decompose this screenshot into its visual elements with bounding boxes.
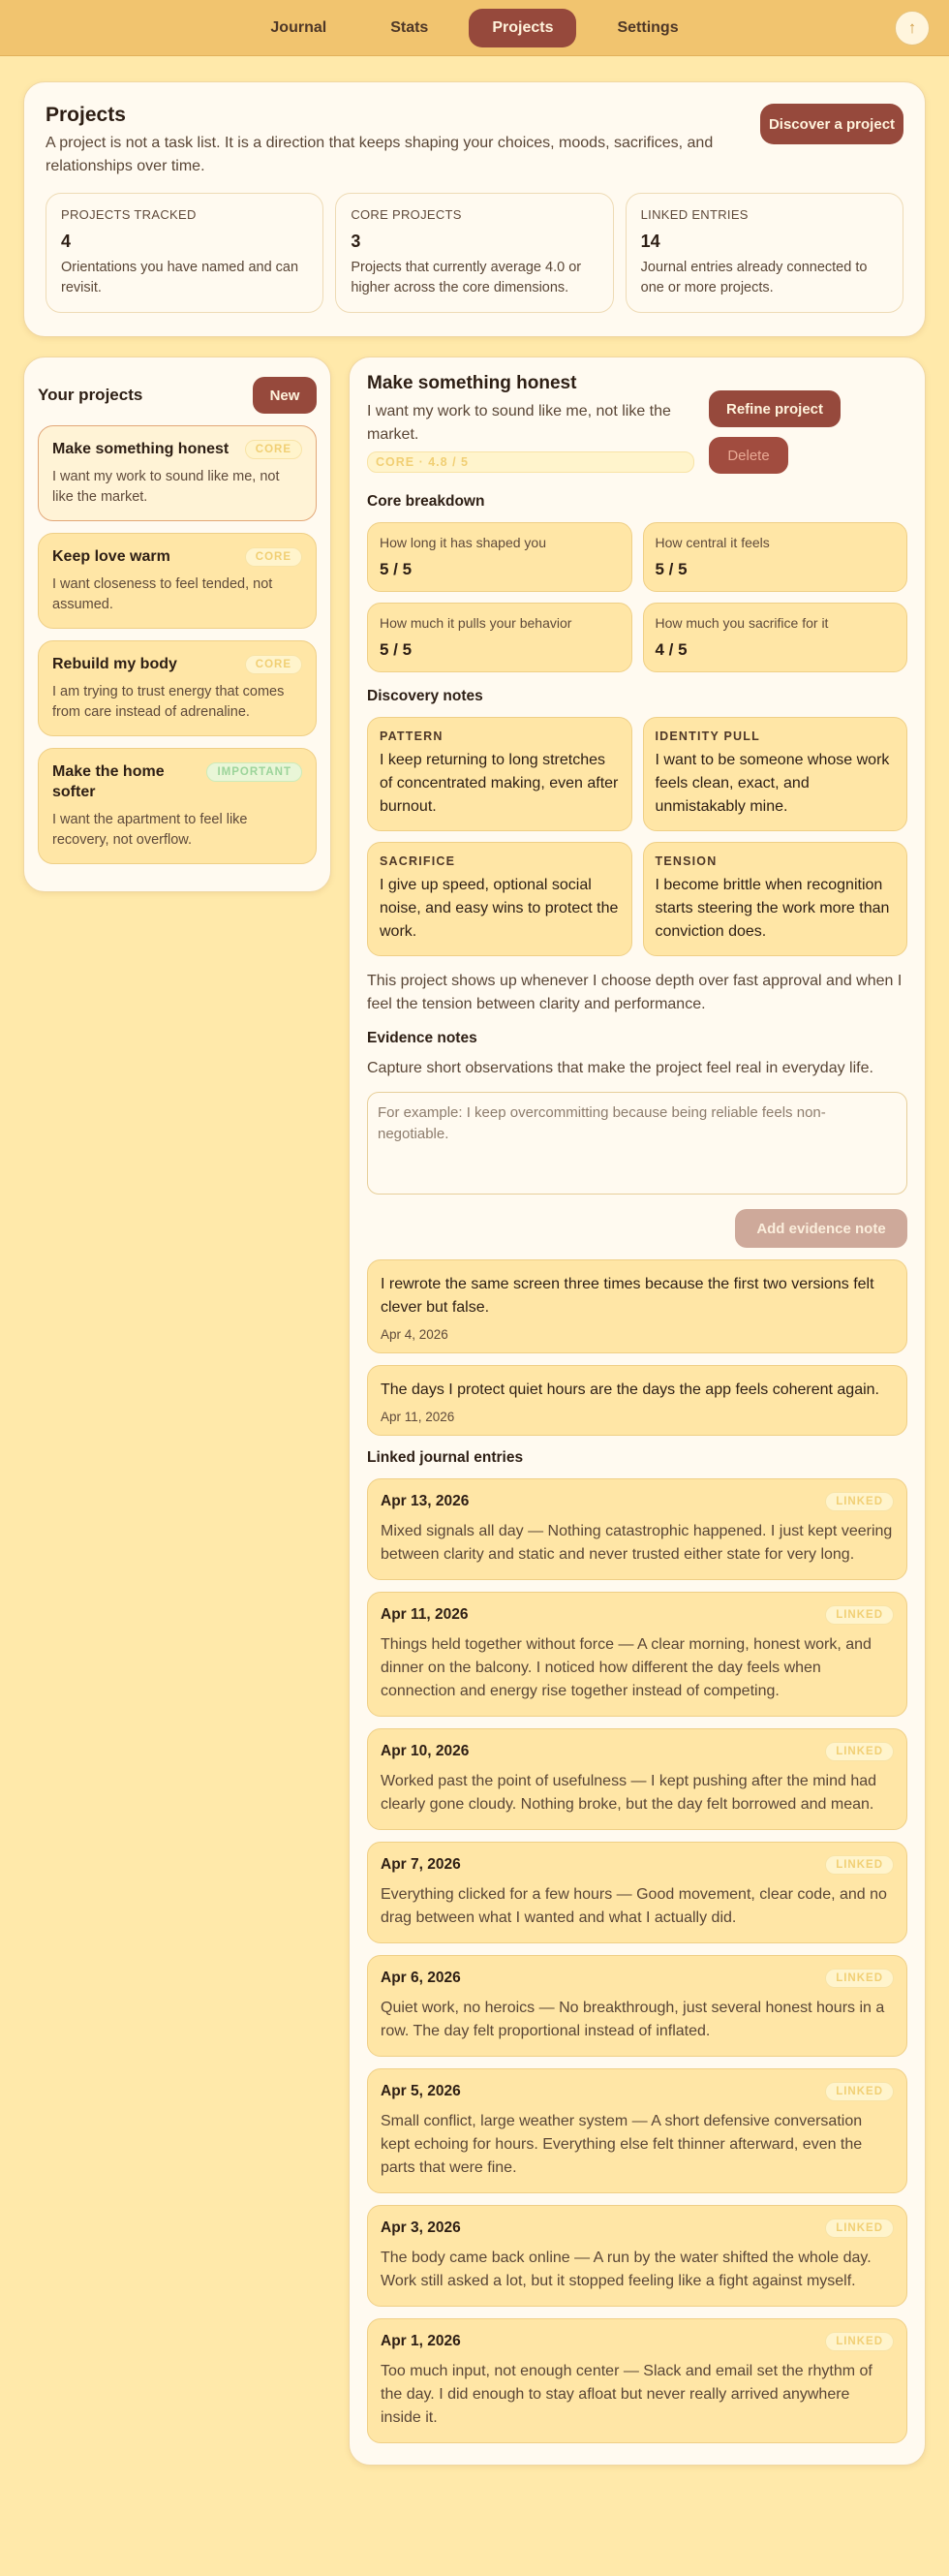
stat-label: CORE PROJECTS — [351, 207, 462, 222]
evidence-notes-title: Evidence notes — [367, 1030, 477, 1046]
entry-date: Apr 3, 2026 — [381, 2219, 461, 2236]
stat-value: 4 — [61, 232, 72, 251]
entry-text: Too much input, not enough center — Slack and email set the rhythm of the day. I did enough to stay afloat but never really arrived anywhere inside it. — [381, 2363, 872, 2426]
entry-text: Quiet work, no heroics — No breakthrough, just several honest hours in a row. The day felt proportional instead of inflated. — [381, 2000, 885, 2039]
core-breakdown-title: Core breakdown — [367, 493, 485, 510]
stat-value: 14 — [640, 232, 660, 251]
stat-projects-tracked — [46, 193, 323, 313]
breakdown-value: 5 / 5 — [380, 640, 413, 659]
discover-project-button[interactable]: Discover a project — [760, 104, 903, 144]
nav-projects[interactable]: Projects — [469, 9, 576, 47]
project-tag: CORE — [245, 440, 302, 459]
entry-text: Everything clicked for a few hours — Good movement, clear code, and no drag between what I wanted and what I actually did. — [381, 1886, 887, 1926]
core-score-badge: CORE · 4.8 / 5 — [367, 451, 694, 473]
project-item-rebuild-my-body[interactable] — [38, 640, 317, 736]
project-description: I am trying to trust energy that comes from care instead of adrenaline. — [52, 684, 285, 720]
delete-project-button[interactable]: Delete — [709, 437, 788, 474]
entry-date: Apr 5, 2026 — [381, 2083, 461, 2099]
linked-entry[interactable] — [367, 1728, 907, 1830]
project-item-make-something-honest[interactable] — [38, 425, 317, 521]
discovery-note — [643, 842, 908, 956]
refine-project-button[interactable]: Refine project — [709, 390, 841, 427]
sidebar-title: Your projects — [38, 386, 143, 404]
page-description: A project is not a task list. It is a direction that keeps shaping your choices, moods, sacrifices, and relationships over time. — [46, 135, 714, 174]
note-label: SACRIFICE — [380, 854, 456, 868]
linked-tag: LINKED — [825, 1742, 894, 1761]
linked-entry[interactable] — [367, 2205, 907, 2307]
linked-tag: LINKED — [825, 2332, 894, 2351]
note-label: IDENTITY PULL — [655, 729, 760, 743]
project-title: Make something honest — [367, 373, 577, 393]
discovery-notes-title: Discovery notes — [367, 688, 483, 704]
linked-entry[interactable] — [367, 2318, 907, 2443]
entry-text: Mixed signals all day — Nothing catastrophic happened. I just kept veering between clarity and static and never trusted either state for very long. — [381, 1523, 893, 1563]
linked-entry[interactable] — [367, 1842, 907, 1943]
project-description: I want closeness to feel tended, not assumed. — [52, 576, 273, 612]
project-description: I want my work to sound like me, not like the market. — [52, 469, 280, 505]
linked-entry[interactable] — [367, 1478, 907, 1580]
new-project-button[interactable]: New — [253, 377, 317, 414]
entry-date: Apr 10, 2026 — [381, 1743, 470, 1759]
entry-date: Apr 1, 2026 — [381, 2333, 461, 2349]
stat-linked-entries — [626, 193, 903, 313]
stat-label: PROJECTS TRACKED — [61, 207, 197, 222]
evidence-note-input[interactable] — [367, 1092, 907, 1195]
breakdown-value: 4 / 5 — [655, 640, 688, 659]
entry-date: Apr 13, 2026 — [381, 1493, 470, 1509]
linked-entry[interactable] — [367, 2068, 907, 2193]
main-nav — [247, 9, 701, 47]
breakdown-label: How much it pulls your behavior — [380, 615, 572, 631]
project-item-keep-love-warm[interactable] — [38, 533, 317, 629]
breakdown-label: How central it feels — [655, 535, 770, 550]
linked-tag: LINKED — [825, 2082, 894, 2101]
breakdown-item — [643, 603, 908, 672]
linked-tag: LINKED — [825, 1969, 894, 1988]
evidence-text: I rewrote the same screen three times because the first two versions felt clever but false. — [381, 1276, 874, 1316]
linked-tag: LINKED — [825, 1492, 894, 1511]
projects-sidebar — [23, 357, 331, 892]
stat-value: 3 — [351, 232, 361, 251]
breakdown-value: 5 / 5 — [655, 560, 688, 578]
breakdown-item — [643, 522, 908, 592]
discovery-notes-grid — [367, 717, 907, 956]
arrow-up-icon[interactable]: ↑ — [895, 11, 930, 46]
stat-core-projects — [335, 193, 613, 313]
linked-entries-title: Linked journal entries — [367, 1449, 524, 1466]
evidence-note-item — [367, 1365, 907, 1436]
stat-label: LINKED ENTRIES — [640, 207, 749, 222]
project-tag: CORE — [245, 547, 302, 567]
project-name: Make something honest — [52, 441, 230, 457]
breakdown-label: How long it has shaped you — [380, 535, 546, 550]
nav-settings[interactable]: Settings — [617, 18, 679, 36]
project-summary: This project shows up whenever I choose depth over fast approval and when I feel the tension between clarity and performance. — [367, 973, 903, 1012]
entry-text: Worked past the point of usefulness — I kept pushing after the mind had clearly gone cloudy. Nothing broke, but the day felt borrowed and mean. — [381, 1773, 877, 1813]
note-label: PATTERN — [380, 729, 444, 743]
project-description: I want my work to sound like me, not like the market. — [367, 403, 671, 443]
projects-overview-card — [23, 81, 926, 337]
stat-description: Orientations you have named and can revisit. — [61, 260, 299, 295]
top-navigation-bar — [0, 0, 949, 56]
linked-entry[interactable] — [367, 1955, 907, 2057]
project-item-make-the-home-softer[interactable] — [38, 748, 317, 864]
entry-text: Things held together without force — A clear morning, honest work, and dinner on the balcony. I noticed how different the day feels when connection and energy rise together instead of competing. — [381, 1636, 872, 1699]
evidence-text: The days I protect quiet hours are the days the app feels coherent again. — [381, 1381, 879, 1398]
entry-date: Apr 11, 2026 — [381, 1606, 469, 1623]
project-tag: IMPORTANT — [206, 762, 302, 782]
page-title: Projects — [46, 104, 126, 126]
breakdown-value: 5 / 5 — [380, 560, 413, 578]
breakdown-item — [367, 522, 632, 592]
discovery-note — [643, 717, 908, 831]
linked-entry[interactable] — [367, 1592, 907, 1717]
project-detail-header — [367, 373, 907, 487]
project-detail-panel — [349, 357, 926, 2466]
discovery-note — [367, 717, 632, 831]
project-description: I want the apartment to feel like recovery, not overflow. — [52, 812, 248, 848]
entry-date: Apr 6, 2026 — [381, 1970, 461, 1986]
evidence-intro: Capture short observations that make the project feel real in everyday life. — [367, 1060, 873, 1076]
linked-tag: LINKED — [825, 1605, 894, 1625]
note-text: I keep returning to long stretches of concentrated making, even after burnout. — [380, 752, 619, 815]
note-text: I want to be someone whose work feels clean, exact, and unmistakably mine. — [655, 752, 890, 815]
note-text: I give up speed, optional social noise, and easy wins to protect the work. — [380, 877, 619, 940]
stat-description: Journal entries already connected to one or more projects. — [640, 260, 868, 295]
stat-description: Projects that currently average 4.0 or higher across the core dimensions. — [351, 260, 582, 295]
nav-stats[interactable]: Stats — [390, 18, 429, 36]
project-name: Rebuild my body — [52, 656, 177, 672]
breakdown-item — [367, 603, 632, 672]
linked-tag: LINKED — [825, 1855, 894, 1875]
evidence-date: Apr 11, 2026 — [381, 1410, 455, 1424]
note-text: I become brittle when recognition starts steering the work more than conviction does. — [655, 877, 890, 940]
add-evidence-note-button[interactable]: Add evidence note — [735, 1209, 907, 1248]
nav-journal[interactable]: Journal — [270, 18, 327, 36]
stats-row — [46, 193, 903, 313]
discovery-note — [367, 842, 632, 956]
evidence-note-item — [367, 1259, 907, 1353]
entry-date: Apr 7, 2026 — [381, 1856, 461, 1873]
project-name: Keep love warm — [52, 548, 170, 565]
main-columns — [23, 357, 926, 2466]
sidebar-header — [38, 377, 317, 414]
project-tag: CORE — [245, 655, 302, 674]
project-name: Make the home softer — [52, 763, 165, 800]
entry-text: Small conflict, large weather system — A short defensive conversation kept echoing for hours. Everything else felt thinner afterward, even the parts that were fine. — [381, 2113, 863, 2176]
linked-tag: LINKED — [825, 2219, 894, 2238]
note-label: TENSION — [655, 854, 718, 868]
core-breakdown-grid — [367, 522, 907, 672]
entry-text: The body came back online — A run by the water shifted the whole day. Work still asked a lot, but it stopped feeling like a fight against myself. — [381, 2250, 872, 2289]
breakdown-label: How much you sacrifice for it — [655, 615, 829, 631]
evidence-date: Apr 4, 2026 — [381, 1327, 448, 1342]
